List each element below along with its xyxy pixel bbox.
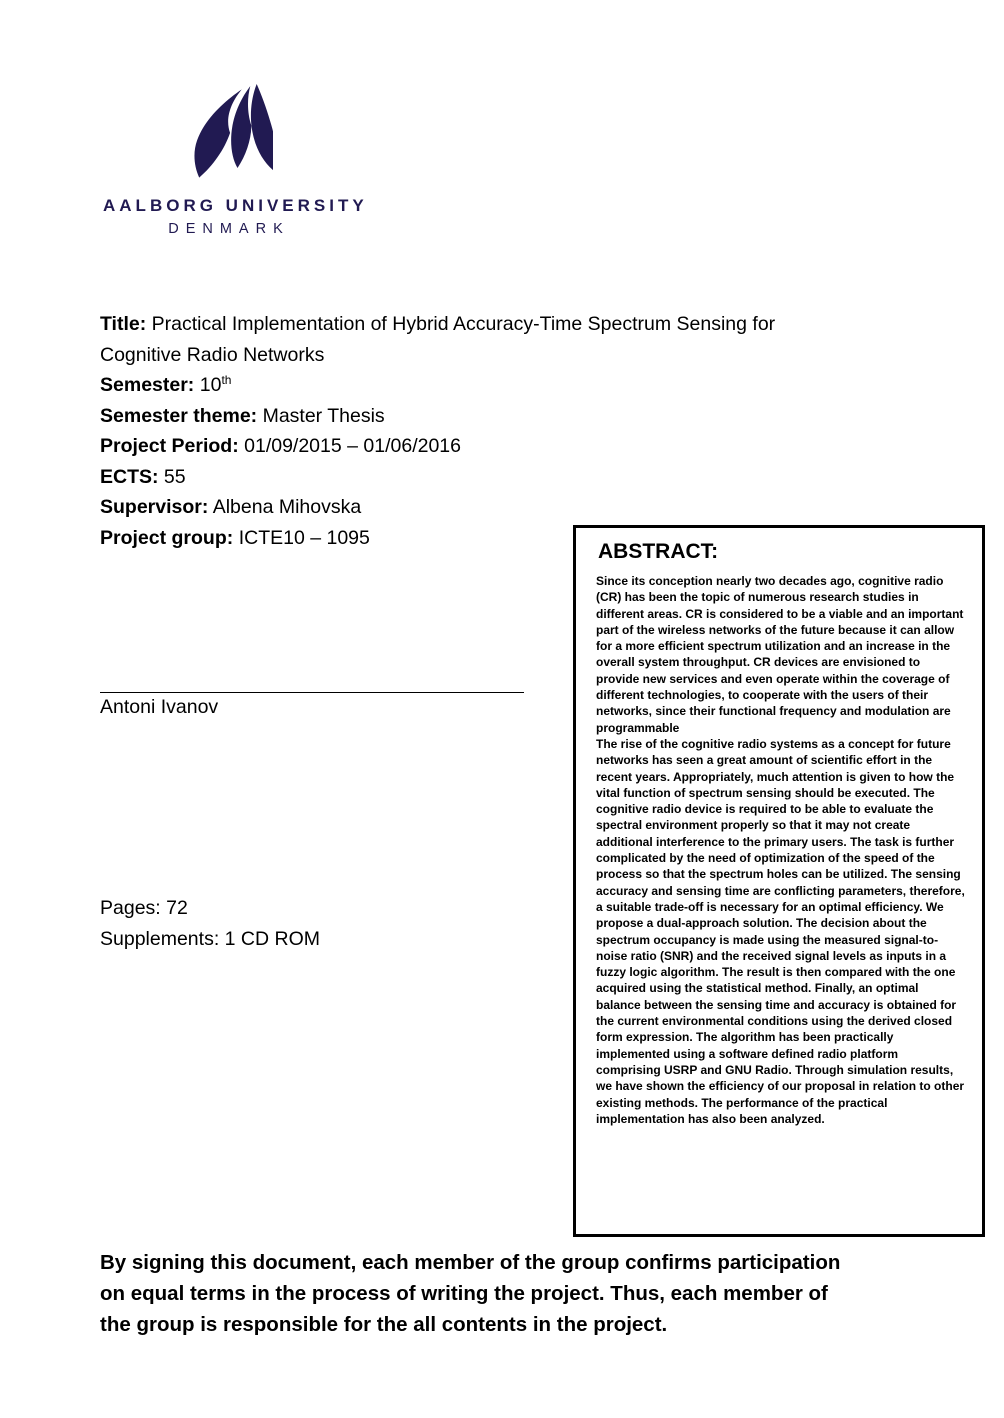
project-period-value: 01/09/2015 – 01/06/2016	[244, 435, 461, 457]
signing-statement: By signing this document, each member of the group confirms participation on equal terms in the process of writing the project. Thus, each member of the group is responsible for the all contents in the project.	[100, 1251, 841, 1336]
supervisor-value: Albena Mihovska	[212, 496, 362, 518]
title-value: Practical Implementation of Hybrid Accuracy-Time Spectrum Sensing for Cognitive Radio Networks	[100, 313, 776, 366]
supervisor-label: Supervisor:	[100, 496, 209, 518]
university-logo	[103, 84, 368, 237]
project-period-line	[100, 431, 844, 462]
title-label: Title:	[100, 313, 147, 335]
report-details	[100, 893, 320, 954]
author-name: Antoni Ivanov	[100, 696, 219, 718]
abstract-body	[596, 573, 966, 1127]
abstract-box	[573, 525, 985, 1237]
project-period-label: Project Period:	[100, 435, 239, 457]
semester-theme-label: Semester theme:	[100, 404, 258, 427]
signature-line	[100, 692, 524, 693]
ects-label: ECTS:	[100, 465, 159, 488]
supervisor-line	[100, 492, 844, 523]
project-group-value: ICTE10 – 1095	[238, 526, 370, 549]
abstract-paragraph-2: The rise of the cognitive radio systems as a concept for future networks has seen a great amount of scientific effort in the recent years. Appropriately, much attention is given to how the vital function of spectrum sensing should be executed. The cognitive radio device is required to be able to evaluate the spectral environment properly so that it may not create additional interference to the primary users. The task is further complicated by the need of optimization of the speed of the process so that the spectrum holes can be utilized. The sensing accuracy and sensing time are conflicting parameters, therefore, a suitable trade-off is necessary for an optimal efficiency. We propose a dual-approach solution. The decision about the spectrum occupancy is made using the measured signal-to-noise ratio (SNR) and the received signal levels as inputs in a fuzzy logic algorithm. The result is then compared with the one acquired using the statistical method. Finally, an optimal balance between the sensing time and accuracy is obtained for the current environmental conditions using the derived closed form expression. The algorithm has been practically implemented using a software defined radio platform comprising USRP and GNU Radio. Through simulation results, we have shown the efficiency of our proposal in relation to other existing methods. The performance of the practical implementation has also been analyzed.	[596, 736, 965, 1126]
semester-value: 10	[199, 374, 222, 396]
abstract-heading: ABSTRACT:	[598, 540, 719, 563]
semester-theme-value: Master Thesis	[262, 404, 385, 427]
ects-value: 55	[163, 465, 186, 488]
semester-ordinal-suffix: th	[221, 373, 232, 387]
project-info	[100, 309, 844, 553]
title-line	[100, 309, 844, 370]
signature-block	[100, 692, 524, 719]
semester-theme-line	[100, 401, 844, 432]
university-country: DENMARK	[168, 221, 290, 237]
abstract-paragraph-1: Since its conception nearly two decades ago, cognitive radio (CR) has been the topic of numerous research studies in different areas. CR is considered to be a viable and an important part of the wireless networks of the future because it can allow for a more efficient spectrum utilization and an increase in the overall system throughput. CR devices are envisioned to provide new services and even operate within the coverage of different technologies, to cooperate with the users of their networks, since their functional frequency and modulation are programmable	[596, 574, 964, 735]
project-group-label: Project group:	[100, 526, 234, 549]
pages-line: Pages: 72	[100, 897, 188, 919]
ects-line	[100, 462, 844, 493]
aalborg-swoosh-icon	[103, 84, 355, 184]
supplements-line: Supplements: 1 CD ROM	[100, 927, 320, 950]
semester-line	[100, 370, 844, 401]
university-name: AALBORG UNIVERSITY	[103, 196, 368, 215]
semester-label: Semester:	[100, 374, 195, 396]
